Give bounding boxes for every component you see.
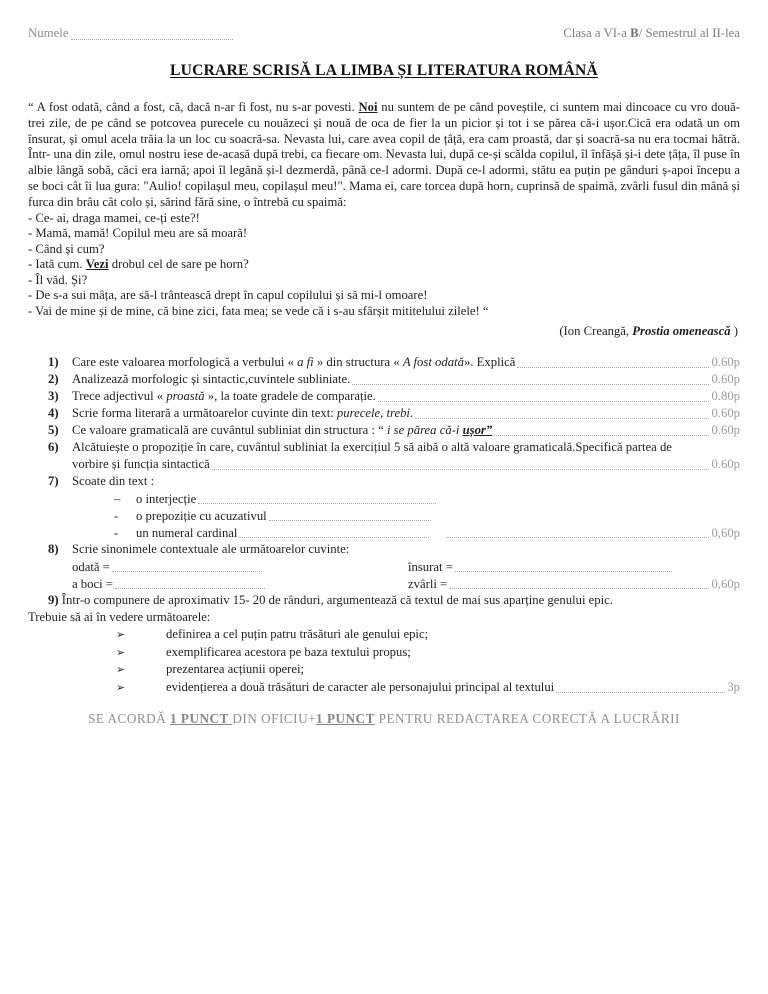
dotted-fill-line xyxy=(556,679,725,693)
q7-subitem-interjection xyxy=(114,490,740,507)
class-prefix: Clasa a VI-a xyxy=(563,26,631,40)
dash-marker: - xyxy=(114,508,119,523)
q9-bullet-text: exemplificarea acestora pe baza textului propus; xyxy=(166,644,411,659)
q1-italic: A fost odată xyxy=(402,355,464,370)
q7-subitem-text: o interjecție xyxy=(136,491,197,506)
grading-note-text: DIN OFICIU+ xyxy=(232,711,317,727)
q8-synonym-row-1 xyxy=(72,558,740,575)
excerpt-rest: nu suntem de pe când poveștile, ci suntem mai dincoace cu vro două-trei zile, de pe când se potcovea purecele cu nouăzeci și nouă de oca de fier la un picior și tot i se părea că-i ușor.Cică era odată un om însurat, și omul acela trăia la un loc cu soacră-sa. Nevasta lui, care avea copil de țâță, era cam proastă, dar și soacră-sa nu era tocmai hâtră. Într- una din zile, omul nostru iese de-acasă după trebi, ca fiecare om. Nevasta lui, după ce-și scălda copilul, îl înfășă și-i dete țâța, îl puse în albie lângă sobă, căci era iarnă; apoi îl legănă și-l dezmerdă, până ce-l adormi. După ce-l adormi, stătu ea puțin pe gânduri ș-apoi începu a se boci cât îi lua gura: "Aulio! copilașul meu, copilașul meu!". Mama ei, care torcea după horn, cuprinsă de spaimă, zvârli fusul din mână și furca din brâu cât colo și, sărind fără sine, o întrebă cu spaimă: xyxy=(28,100,740,209)
question-text xyxy=(72,422,492,439)
grading-note-text: PENTRU REDACTAREA CORECTĂ A LUCRĂRII xyxy=(374,711,680,727)
dialogue-line: - Îl văd. Și? xyxy=(28,272,88,287)
question-number: 5) xyxy=(48,423,59,438)
q1-b: » din structura « xyxy=(313,355,403,370)
q8-left-cell xyxy=(72,575,408,592)
dotted-fill-line xyxy=(455,558,672,572)
q1-c: ». Explică xyxy=(463,355,516,370)
dotted-fill-line xyxy=(449,575,709,589)
q8-right-cell xyxy=(408,575,740,592)
q8-word-zvarli: zvârli = xyxy=(408,576,448,591)
arrow-bullet-icon: ➢ xyxy=(116,645,126,659)
attribution-work-title: Prostia omenească xyxy=(632,324,731,339)
question-number: 8) xyxy=(48,542,59,557)
q9-bullet-3 xyxy=(116,661,740,679)
points-value: 0.60p xyxy=(711,372,740,387)
grading-note-text: SE ACORDĂ xyxy=(88,711,171,727)
points-value: 0,60p xyxy=(711,576,740,591)
dialogue-line: - Când și cum? xyxy=(28,241,105,256)
q6-line2-text: vorbire și funcția sintactică xyxy=(72,457,210,472)
points-value: 0,60p xyxy=(711,525,740,540)
question-2 xyxy=(28,371,740,388)
q1-a: Care este valoarea morfologică a verbului « xyxy=(72,355,298,370)
dotted-fill-line xyxy=(415,405,709,419)
q8-word-aboci: a boci = xyxy=(72,576,113,591)
dotted-fill-line xyxy=(212,456,710,470)
dialogue-line xyxy=(28,257,740,273)
q6-line1: Alcătuiește o propoziție în care, cuvântul subliniat la exercițiul 5 să aibă o altă valoare gramaticală.Specifică partea de xyxy=(72,440,672,455)
q7-subitem-preposition xyxy=(114,507,740,524)
points-value: 0.60p xyxy=(711,355,740,370)
q3-b: », la toate gradele de comparație. xyxy=(204,389,376,404)
question-6 xyxy=(28,439,740,473)
dialogue-bold-vezi: Vezi xyxy=(85,257,109,272)
dotted-fill-line xyxy=(517,354,709,368)
dotted-fill-line xyxy=(239,524,429,538)
arrow-bullet-icon: ➢ xyxy=(116,628,126,642)
q1-italic: a fi xyxy=(297,355,314,370)
q4-a: Scrie forma literară a următoarelor cuvinte din text: xyxy=(72,406,337,421)
q9-line1-text: Într-o compunere de aproximativ 15- 20 de rânduri, argumentează că textul de mai sus aparține genului epic. xyxy=(58,593,613,608)
q4-italic: purecele, trebi xyxy=(336,406,410,421)
grading-point-1: 1 PUNCT xyxy=(170,711,233,727)
points-value: 0.60p xyxy=(711,406,740,421)
grading-note xyxy=(28,711,740,727)
q4-b: . xyxy=(409,406,414,421)
dialogue-line-text: - Iată cum. xyxy=(28,257,86,272)
page-header xyxy=(28,26,740,41)
question-7 xyxy=(28,473,740,490)
question-number: 2) xyxy=(48,372,59,387)
dotted-fill-line xyxy=(447,524,709,538)
dash-marker: - xyxy=(114,525,119,540)
question-1 xyxy=(28,354,740,371)
question-number: 7) xyxy=(48,474,59,489)
question-number: 9) xyxy=(48,593,59,608)
name-field xyxy=(28,26,233,41)
question-number: 6) xyxy=(48,440,59,455)
q9-line2: Trebuie să ai în vedere următoarele: xyxy=(28,610,211,625)
question-text xyxy=(72,388,376,405)
arrow-bullet-icon: ➢ xyxy=(116,663,126,677)
question-text: Analizează morfologic și sintactic,cuvintele subliniate. xyxy=(72,372,351,387)
q5-a: Ce valoare gramaticală are cuvântul subliniat din structura : “ xyxy=(72,423,387,438)
points-value: 3p xyxy=(727,679,740,694)
points-value: 0.60p xyxy=(711,457,740,472)
dash-marker: – xyxy=(114,491,121,506)
question-number: 3) xyxy=(48,389,59,404)
name-dotted-line xyxy=(71,27,233,40)
q6-line2 xyxy=(72,456,740,473)
question-9 xyxy=(28,592,740,626)
q8-synonym-row-2 xyxy=(72,575,740,592)
question-text xyxy=(72,439,740,473)
attribution-open: (Ion Creangă, xyxy=(559,324,633,339)
q9-line1 xyxy=(28,592,740,609)
question-text xyxy=(72,405,413,422)
question-number: 1) xyxy=(48,355,59,370)
dialogue-line: - De s-a sui mâța, are să-l trântească drept în capul copilului și să mi-l omoare! xyxy=(28,288,428,303)
arrow-bullet-icon: ➢ xyxy=(116,680,126,694)
q9-bullet-4 xyxy=(116,679,740,697)
page-title: LUCRARE SCRISĂ LA LIMBA ȘI LITERATURA ROMÂNĂ xyxy=(170,62,598,79)
class-letter: B xyxy=(630,26,639,40)
attribution-close: ) xyxy=(730,324,738,339)
dotted-fill-line xyxy=(198,490,436,504)
dotted-fill-line xyxy=(115,575,265,589)
question-number: 4) xyxy=(48,406,59,421)
dialogue-line: - Ce- ai, draga mamei, ce-ți este?! xyxy=(28,210,200,225)
q5-bold-underline: ușor” xyxy=(462,423,493,438)
q3-italic: proastă xyxy=(166,389,205,404)
class-info xyxy=(563,26,740,41)
excerpt-bold-noi: Noi xyxy=(358,100,378,114)
question-4 xyxy=(28,405,740,422)
q8-word-odata: odată = xyxy=(72,559,110,574)
dialogue-line-text: drobul cel de sare pe horn? xyxy=(108,257,249,272)
q8-word-insurat: însurat = xyxy=(408,559,453,574)
name-label: Numele xyxy=(28,26,69,40)
q3-a: Trece adjectivul « xyxy=(72,389,167,404)
dotted-fill-line xyxy=(378,388,710,402)
dotted-fill-line xyxy=(269,507,431,521)
points-value: 0.60p xyxy=(711,423,740,438)
dotted-fill-line xyxy=(494,422,709,436)
q9-bullet-text: definirea a cel puțin patru trăsături ale genului epic; xyxy=(166,627,429,642)
class-suffix: / Semestrul al II-lea xyxy=(638,26,740,40)
q9-bullet-1 xyxy=(116,626,740,644)
q9-bullet-2 xyxy=(116,644,740,662)
question-text xyxy=(72,354,515,371)
q7-subitem-text: o prepoziție cu acuzativul xyxy=(136,508,267,523)
question-text: Scrie sinonimele contextuale ale următoarelor cuvinte: xyxy=(72,542,350,557)
excerpt-paragraph xyxy=(28,100,740,211)
dotted-fill-line xyxy=(112,558,262,572)
dialogue-block xyxy=(28,211,740,320)
q8-left-cell xyxy=(72,558,408,575)
q5-italic: i se părea că-i xyxy=(386,423,463,438)
question-5 xyxy=(28,422,740,439)
questions-list xyxy=(28,354,740,696)
excerpt-open: “ A fost odată, când a fost, că, dacă n-ar fi fost, nu s-ar povesti. xyxy=(28,100,359,114)
dialogue-line: - Mamă, mamă! Copilul meu are să moară! xyxy=(28,226,248,241)
q8-right-cell xyxy=(408,558,740,575)
dotted-fill-line xyxy=(352,371,709,385)
question-8 xyxy=(28,541,740,558)
dialogue-line: - Vai de mine și de mine, că bine zici, fata mea; se vede că i s-au sfârșit mititelului zilele! “ xyxy=(28,303,489,318)
q7-subitem-numeral xyxy=(114,524,740,541)
attribution xyxy=(28,324,740,339)
q9-bullet-text: evidențierea a două trăsături de caracter ale personajului principal al textului xyxy=(166,679,555,694)
question-text: Scoate din text : xyxy=(72,474,155,489)
q7-subitem-text: un numeral cardinal xyxy=(136,525,238,540)
grading-point-2: 1 PUNCT xyxy=(316,711,375,727)
points-value: 0.80p xyxy=(711,389,740,404)
q9-bullet-text: prezentarea acțiunii operei; xyxy=(166,662,305,677)
question-3 xyxy=(28,388,740,405)
